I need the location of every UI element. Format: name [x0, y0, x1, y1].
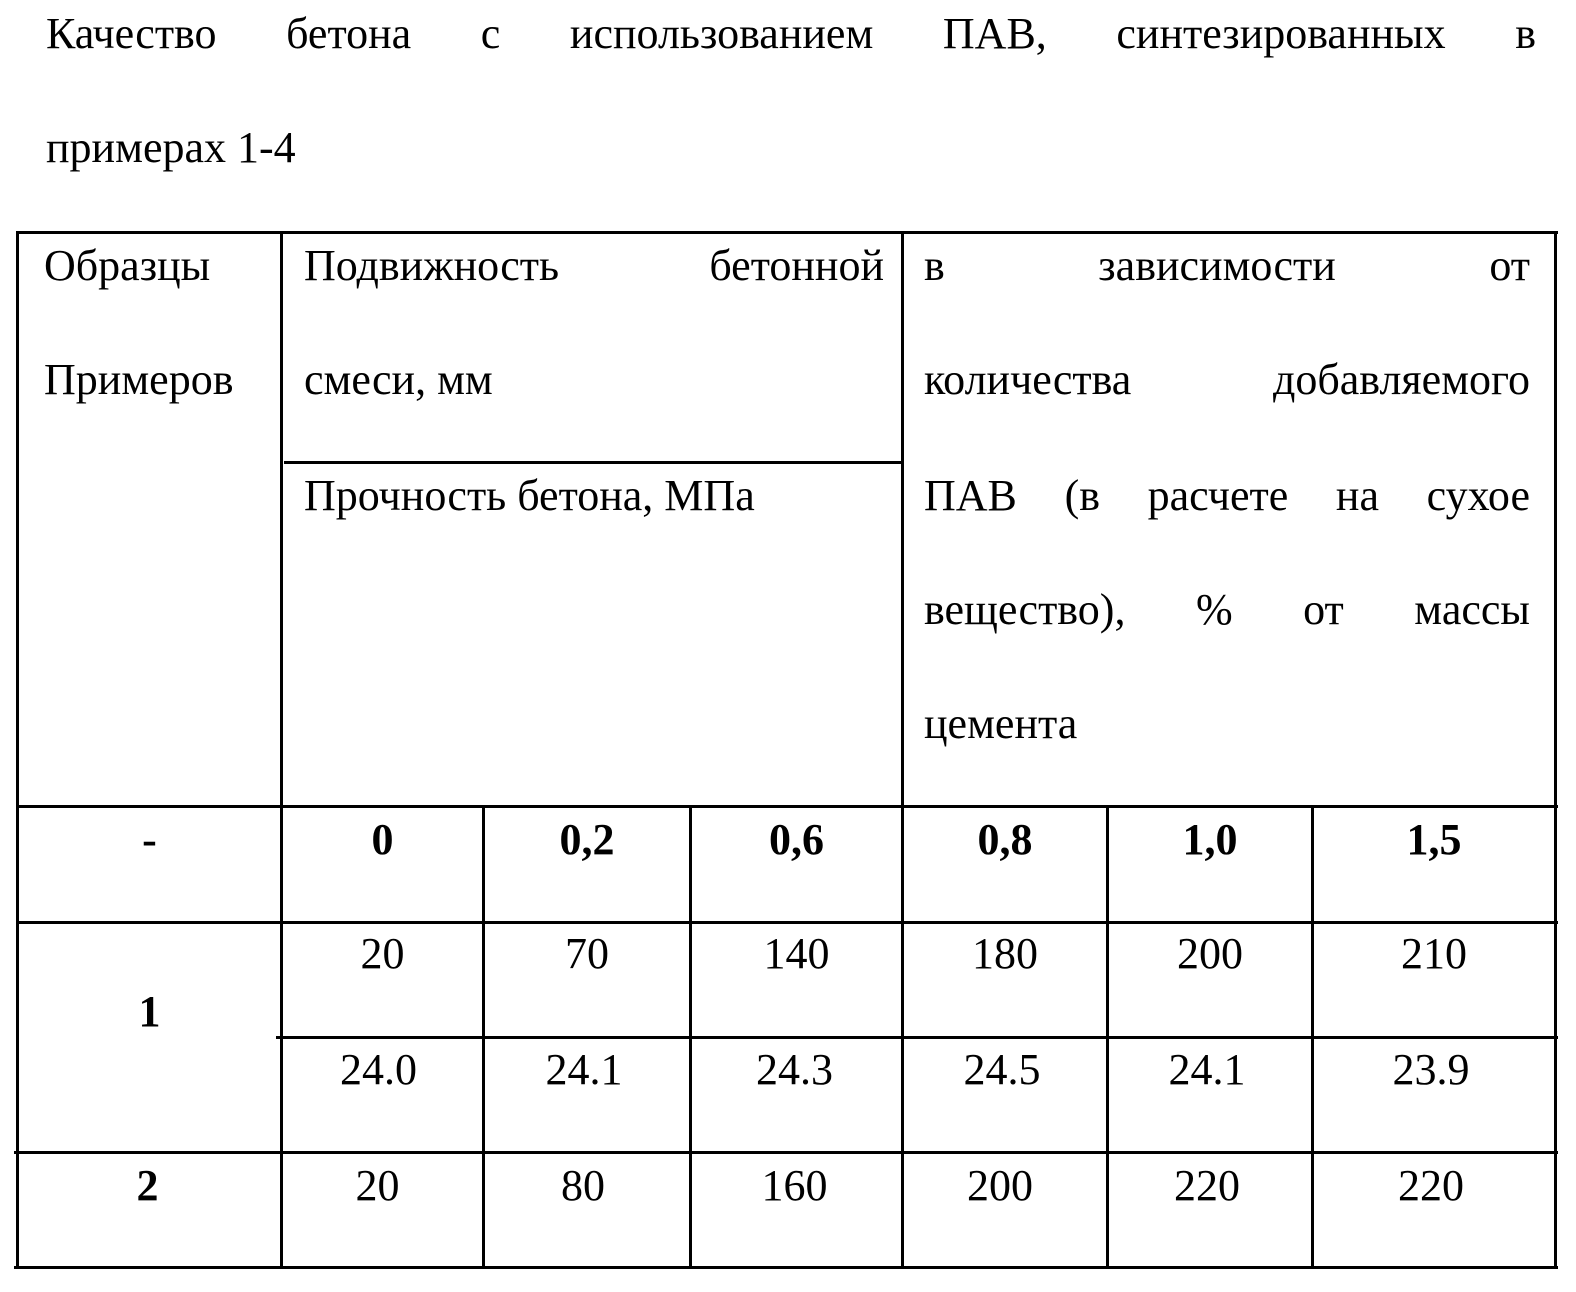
strength-value: 24.3: [690, 1048, 899, 1092]
header-word: (в: [1065, 474, 1100, 518]
header-word: добавляемого: [1273, 358, 1530, 402]
dose-value: 0,6: [692, 818, 901, 862]
strength-value: 24.1: [482, 1048, 686, 1092]
header-mobility-line1: [304, 244, 884, 288]
mobility-value: 80: [481, 1164, 685, 1208]
mobility-value: 20: [278, 1164, 477, 1208]
dose-row-label: -: [19, 818, 280, 862]
caption-word: ПАВ,: [943, 12, 1047, 56]
mobility-value: 200: [1109, 932, 1311, 976]
header-word: от: [1303, 588, 1344, 632]
row1-bottom-line: [14, 1151, 1558, 1154]
mobility-value: 220: [1311, 1164, 1551, 1208]
header-word: массы: [1414, 588, 1530, 632]
table-border-bottom: [14, 1266, 1558, 1269]
header-dependency-line5: цемента: [924, 702, 1077, 746]
mobility-value: 160: [690, 1164, 899, 1208]
caption-line-2: примерах 1-4: [46, 126, 1536, 170]
strength-value: 24.0: [279, 1048, 478, 1092]
header-dependency-line4: [924, 588, 1530, 632]
header-word: от: [1489, 244, 1530, 288]
mobility-value: 220: [1106, 1164, 1308, 1208]
table-border-right: [1554, 231, 1557, 1269]
dose-value: 0,8: [904, 818, 1106, 862]
strength-value: 24.5: [901, 1048, 1103, 1092]
header-word: Подвижность: [304, 244, 559, 288]
header-bottom-line: [18, 805, 1558, 808]
header-split-line: [284, 461, 904, 464]
header-word: сухое: [1427, 474, 1530, 518]
mobility-value: 200: [899, 1164, 1101, 1208]
sample-label: 1: [19, 990, 280, 1034]
concrete-quality-table: [0, 0, 1576, 1292]
header-word: расчете: [1148, 474, 1289, 518]
col1-right-line: [280, 231, 283, 1269]
mobility-value: 70: [485, 932, 689, 976]
header-strength: Прочность бетона, МПа: [304, 474, 755, 518]
header-word: в: [924, 244, 945, 288]
header-dependency-line1: [924, 244, 1530, 288]
mobility-value: 210: [1314, 932, 1554, 976]
header-word: зависимости: [1098, 244, 1336, 288]
strength-value: 23.9: [1311, 1048, 1551, 1092]
row1-split-line: [276, 1036, 1558, 1039]
table-border-top: [18, 231, 1558, 234]
header-dependency-line3: [924, 474, 1530, 518]
caption-word: бетона: [286, 12, 411, 56]
header-word: ПАВ: [924, 474, 1017, 518]
caption-word: Качество: [46, 12, 217, 56]
dose-value: 0,2: [485, 818, 689, 862]
dose-value: 1,0: [1109, 818, 1311, 862]
mobility-value: 180: [904, 932, 1106, 976]
mobility-value: 20: [283, 932, 482, 976]
header-dependency-line2: [924, 358, 1530, 402]
caption-word: с: [481, 12, 501, 56]
sample-label: 2: [17, 1164, 278, 1208]
caption-word: использованием: [570, 12, 873, 56]
dose-value: 1,5: [1314, 818, 1554, 862]
header-word: бетонной: [709, 244, 884, 288]
header-word: количества: [924, 358, 1131, 402]
header-mobility-line2: смеси, мм: [304, 358, 493, 402]
header-word: %: [1196, 588, 1233, 632]
caption-word: в: [1515, 12, 1536, 56]
mobility-value: 140: [692, 932, 901, 976]
table-border-left: [16, 231, 19, 1269]
dose-value: 0: [283, 818, 482, 862]
col-divider-mid: [901, 231, 904, 1269]
dose-row-bottom-line: [18, 921, 1558, 924]
header-word: на: [1336, 474, 1379, 518]
header-samples-line2: Примеров: [44, 358, 233, 402]
strength-value: 24.1: [1106, 1048, 1308, 1092]
header-samples-line1: Образцы: [44, 244, 210, 288]
caption-word: синтезированных: [1116, 12, 1445, 56]
header-word: вещество),: [924, 588, 1125, 632]
